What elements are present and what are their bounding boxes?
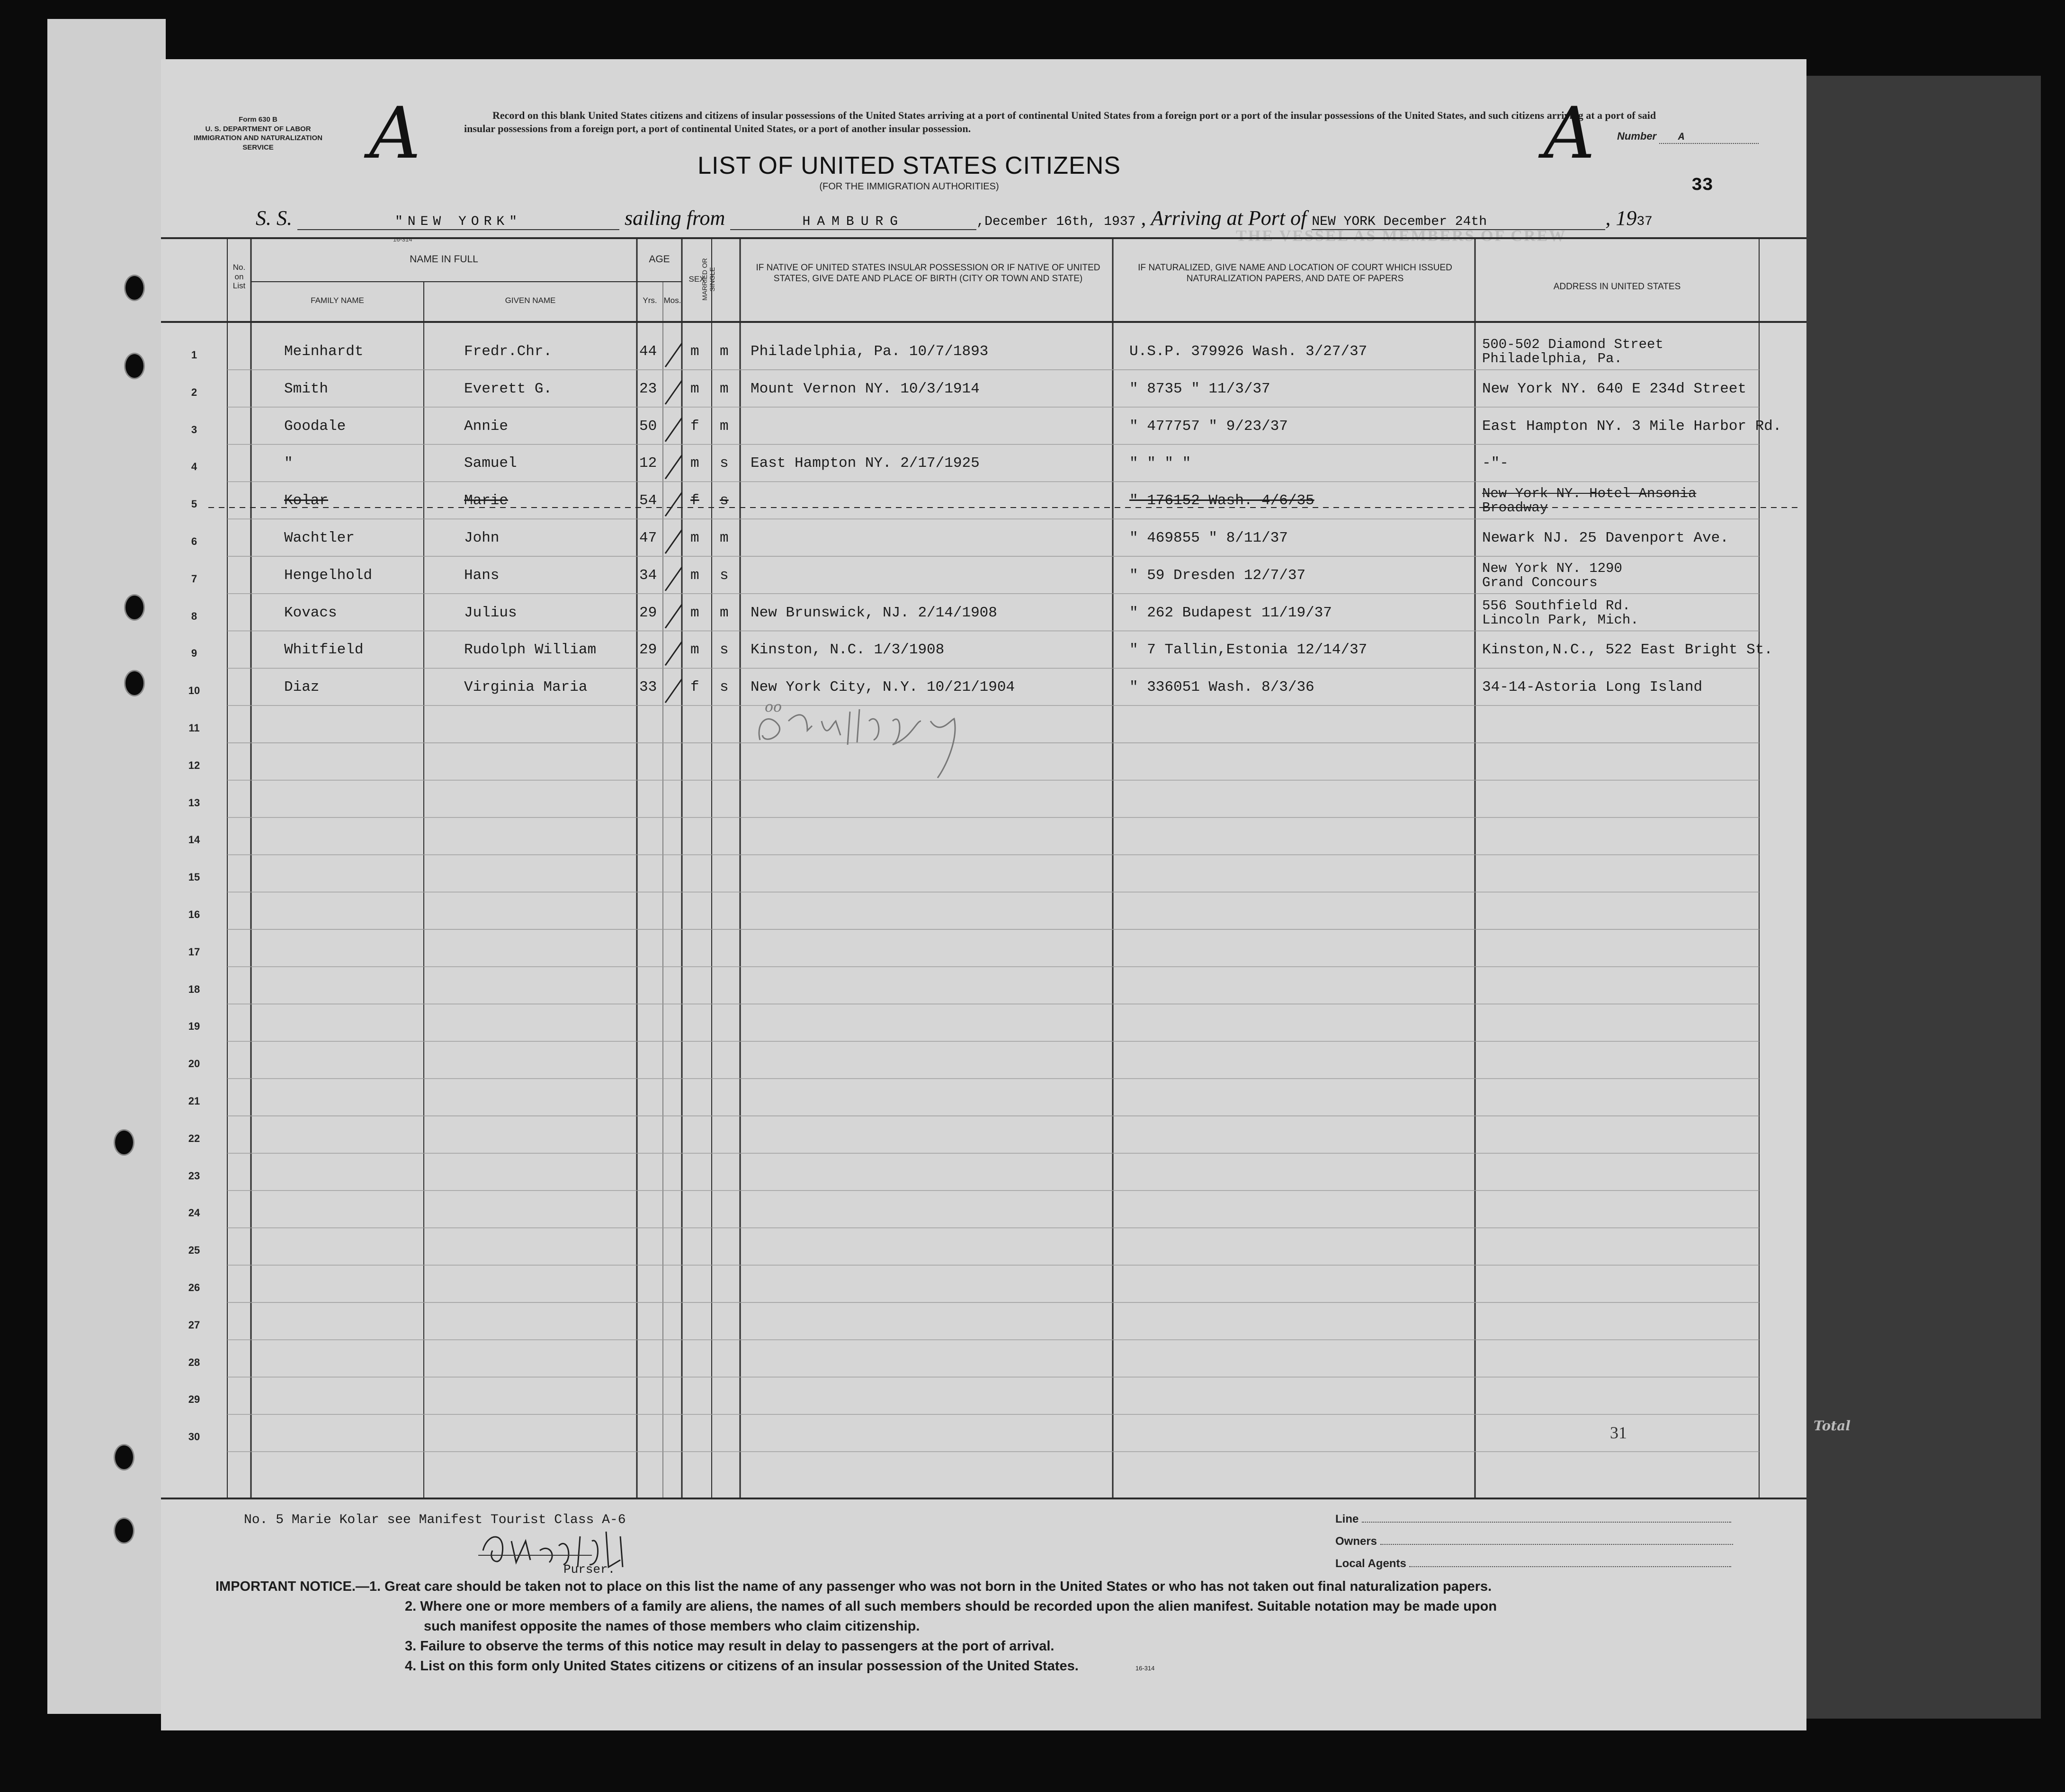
address-cell: New York NY. 640 E 234d Street <box>1482 380 1747 397</box>
family-name-cell: Wachtler <box>284 530 355 546</box>
col-header-yrs: Yrs. <box>643 296 657 305</box>
address-cell: Kinston,N.C., 522 East Bright St. <box>1482 642 1773 659</box>
binder-hole <box>114 1129 134 1156</box>
row-number: 20 <box>188 1058 200 1070</box>
age-months-slash <box>665 343 682 367</box>
col-header-family: FAMILY NAME <box>311 296 364 305</box>
given-name-cell: Rudolph William <box>464 642 597 659</box>
address-cell: 34-14-Astoria Long Island <box>1482 679 1703 696</box>
form-instructions: Record on this blank United States citizens and citizens of insular possessions of the United States arriving at a port of continental United States from a foreign port or a port of the insular possessions of the United States, and such citizens arriving at a port of said insular possessions from a foreign port, a port of continental United States, or a port of another insular possession. <box>464 109 1656 134</box>
birth-cell: Kinston, N.C. 1/3/1908 <box>751 642 945 659</box>
row-number: 21 <box>188 1095 200 1107</box>
age-years-cell: 44 <box>639 343 657 360</box>
col-header-married: MARRIED OR SINGLE <box>701 258 716 301</box>
arriving-label: , Arriving at Port of <box>1141 206 1307 230</box>
family-name-cell: Diaz <box>284 679 320 696</box>
age-years-cell: 23 <box>639 380 657 397</box>
important-notice <box>215 1577 1778 1676</box>
naturalization-cell: " 262 Budapest 11/19/37 <box>1129 604 1332 621</box>
col-header-sex: SEX <box>688 275 705 284</box>
family-name-cell: Kovacs <box>284 604 337 621</box>
purser-label: Purser. <box>563 1562 616 1577</box>
row-number: 9 <box>191 647 197 660</box>
family-name-cell: Smith <box>284 380 329 397</box>
binder-hole <box>124 353 145 379</box>
marital-status-cell: s <box>720 567 729 584</box>
row-number: 13 <box>188 796 200 809</box>
age-years-cell: 29 <box>639 604 657 621</box>
birth-cell: Mount Vernon NY. 10/3/1914 <box>751 380 980 397</box>
naturalization-cell: " " " " <box>1129 455 1191 472</box>
number-label: Number <box>1617 130 1657 142</box>
sex-cell: f <box>690 418 699 435</box>
age-months-slash <box>665 492 682 516</box>
sex-cell: m <box>690 530 699 546</box>
side-note-total: Total <box>1814 1418 1851 1434</box>
given-name-cell: Virginia Maria <box>464 679 588 696</box>
notice-title: IMPORTANT NOTICE. <box>215 1579 356 1594</box>
family-name-cell: " <box>284 455 293 472</box>
given-name-cell: Samuel <box>464 455 517 472</box>
age-years-cell: 47 <box>639 530 657 546</box>
family-name-cell: Hengelhold <box>284 567 373 584</box>
overprint-text: THE VESSEL AS MEMBERS OF CREW <box>1236 227 1567 245</box>
col-header-given: GIVEN NAME <box>505 296 556 305</box>
marital-status-cell: m <box>720 380 729 397</box>
row-number: 27 <box>188 1319 200 1331</box>
row-number: 17 <box>188 945 200 958</box>
row-number: 19 <box>188 1020 200 1033</box>
bottom-count: 31 <box>1610 1423 1627 1442</box>
port-from: HAMBURG <box>730 214 976 230</box>
page-title: LIST OF UNITED STATES CITIZENS <box>697 152 1121 179</box>
page-subtitle: (FOR THE IMMIGRATION AUTHORITIES) <box>819 181 999 192</box>
table-grid <box>161 59 1806 1730</box>
row-number: 7 <box>191 572 197 585</box>
address-cell: -"- <box>1482 455 1509 472</box>
naturalization-cell: " 336051 Wash. 8/3/36 <box>1129 679 1314 696</box>
row-number: 1 <box>191 349 197 361</box>
age-years-cell: 34 <box>639 567 657 584</box>
row-number: 5 <box>191 498 197 510</box>
age-months-slash <box>665 605 682 628</box>
arrival-year: 37 <box>1636 214 1653 229</box>
birth-cell: East Hampton NY. 2/17/1925 <box>751 455 980 472</box>
notice-item-3: 3. Failure to observe the terms of this notice may result in delay to passengers at the port of arrival. <box>405 1639 1055 1654</box>
family-name-cell: Whitfield <box>284 642 364 659</box>
marital-status-cell: s <box>720 679 729 696</box>
address-cell: New York NY. 1290 <box>1482 560 1622 576</box>
row-number: 28 <box>188 1356 200 1368</box>
naturalization-cell: " 8735 " 11/3/37 <box>1129 380 1270 397</box>
address-cell-line2: Philadelphia, Pa. <box>1482 351 1622 366</box>
marital-status-cell: s <box>720 455 729 472</box>
age-months-slash <box>665 567 682 591</box>
naturalization-cell: " 477757 " 9/23/37 <box>1129 418 1288 435</box>
line-label: Line <box>1335 1513 1359 1525</box>
form-code-bottom: 16-314 <box>1135 1665 1155 1672</box>
arrival-year-prefix: , 19 <box>1605 206 1637 230</box>
arrival-port-date: NEW YORK December 24th <box>1312 214 1605 230</box>
notice-item-2-cont: such manifest opposite the names of those members who claim citizenship. <box>424 1619 920 1634</box>
binding-strip <box>47 19 166 1714</box>
birth-cell: New York City, N.Y. 10/21/1904 <box>751 679 1015 696</box>
given-name-cell: Everett G. <box>464 380 553 397</box>
row-number: 30 <box>188 1431 200 1443</box>
binder-hole <box>114 1517 134 1544</box>
naturalization-cell: " 176152 Wash. 4/6/35 <box>1129 492 1314 509</box>
marital-status-cell: s <box>720 492 729 509</box>
family-name-cell: Goodale <box>284 418 346 435</box>
line-field <box>1335 1513 1731 1526</box>
marital-status-cell: m <box>720 604 729 621</box>
age-years-cell: 29 <box>639 642 657 659</box>
marital-status-cell: m <box>720 343 729 360</box>
address-cell-line2: Broadway <box>1482 500 1548 516</box>
sex-cell: f <box>690 679 699 696</box>
sex-cell: m <box>690 567 699 584</box>
address-cell-line2: Lincoln Park, Mich. <box>1482 612 1639 628</box>
age-months-slash <box>665 381 682 404</box>
col-header-address: ADDRESS IN UNITED STATES <box>1553 282 1681 292</box>
address-cell: New York NY. Hotel Ansonia <box>1482 486 1697 502</box>
number-value: A <box>1659 131 1759 144</box>
marital-status-cell: m <box>720 530 729 546</box>
row-number: 24 <box>188 1207 200 1219</box>
manifest-note: No. 5 Marie Kolar see Manifest Tourist Class A-6 <box>244 1513 626 1527</box>
col-header-age: AGE <box>649 254 670 265</box>
col-header-birth: IF NATIVE OF UNITED STATES INSULAR POSSESSION OR IF NATIVE OF UNITED STATES, GIVE DATE AND PLACE OF BIRTH (CITY OR TOWN AND STATE) <box>756 263 1100 284</box>
row-number: 25 <box>188 1244 200 1257</box>
col-header-naturalized: IF NATURALIZED, GIVE NAME AND LOCATION OF COURT WHICH ISSUED NATURALIZATION PAPERS, AND DATE OF PAPERS <box>1138 263 1452 284</box>
address-cell: Newark NJ. 25 Davenport Ave. <box>1482 530 1729 546</box>
notice-item-2: 2. Where one or more members of a family are aliens, the names of all such members should be recorded upon the alien manifest. Suitable notation may be made upon <box>405 1599 1497 1614</box>
age-months-slash <box>665 455 682 479</box>
naturalization-cell: U.S.P. 379926 Wash. 3/27/37 <box>1129 343 1368 360</box>
agents-label: Local Agents <box>1335 1557 1406 1570</box>
row-number: 16 <box>188 909 200 920</box>
notice-item-1: —1. Great care should be taken not to place on this list the name of any passenger who was not born in the United States or who has not taken out final naturalization papers. <box>355 1579 1492 1594</box>
col-header-no: No. on List <box>232 263 246 291</box>
naturalization-cell: " 469855 " 8/11/37 <box>1129 530 1288 546</box>
given-name-cell: Julius <box>464 604 517 621</box>
row-number: 18 <box>188 983 200 995</box>
row-number: 3 <box>191 423 197 436</box>
age-years-cell: 54 <box>639 492 657 509</box>
form-code-top: 16-314 <box>393 236 412 243</box>
address-cell-line2: Grand Concours <box>1482 574 1598 590</box>
agents-field <box>1335 1557 1731 1570</box>
sex-cell: m <box>690 455 699 472</box>
sex-cell: m <box>690 642 699 659</box>
list-letter-left: A <box>369 92 421 175</box>
binder-hole <box>114 1444 134 1471</box>
owners-field <box>1335 1535 1733 1548</box>
given-name-cell: Annie <box>464 418 509 435</box>
marital-status-cell: s <box>720 642 729 659</box>
row-number: 6 <box>191 535 197 547</box>
sail-year: 37 <box>1119 214 1136 229</box>
row-number: 29 <box>188 1393 200 1406</box>
row-number: 10 <box>188 685 200 697</box>
age-months-slash <box>665 418 682 442</box>
family-name-cell: Kolar <box>284 492 329 509</box>
naturalization-cell: " 59 Dresden 12/7/37 <box>1129 567 1306 584</box>
sex-cell: m <box>690 380 699 397</box>
age-months-slash <box>665 679 682 703</box>
binder-hole <box>124 594 145 621</box>
binder-hole <box>124 670 145 696</box>
birth-cell: Philadelphia, Pa. 10/7/1893 <box>751 343 989 360</box>
family-name-cell: Meinhardt <box>284 343 364 360</box>
birth-cell: New Brunswick, NJ. 2/14/1908 <box>751 604 997 621</box>
address-cell: East Hampton NY. 3 Mile Harbor Rd. <box>1482 418 1782 435</box>
age-years-cell: 33 <box>639 679 657 696</box>
binder-hole <box>124 275 145 301</box>
sail-date: ,December 16th, 19 <box>976 214 1120 229</box>
svg-text:oo: oo <box>765 699 782 715</box>
sex-cell: m <box>690 604 699 621</box>
list-letter-right: A <box>1544 92 1595 175</box>
row-number: 14 <box>188 834 200 846</box>
sex-cell: f <box>690 492 699 509</box>
officer-signature <box>751 693 1016 783</box>
age-months-slash <box>665 642 682 665</box>
age-months-slash <box>665 530 682 553</box>
ship-name: "NEW YORK" <box>297 214 619 230</box>
notice-item-4: 4. List on this form only United States citizens or citizens of an insular possession of the United States. <box>405 1658 1079 1674</box>
department: U. S. DEPARTMENT OF LABOR <box>205 125 311 133</box>
age-years-cell: 50 <box>639 418 657 435</box>
service: IMMIGRATION AND NATURALIZATION SERVICE <box>194 134 322 152</box>
age-years-cell: 12 <box>639 455 657 472</box>
row-number: 11 <box>188 722 200 734</box>
row-number: 22 <box>188 1132 200 1144</box>
row-number: 23 <box>188 1169 200 1182</box>
address-cell: 500-502 Diamond Street <box>1482 337 1663 352</box>
address-cell: 556 Southfield Rd. <box>1482 597 1631 614</box>
given-name-cell: Fredr.Chr. <box>464 343 553 360</box>
col-header-mos: Mos. <box>663 296 681 305</box>
manifest-page <box>161 59 1806 1730</box>
background-sheet <box>1795 76 2041 1719</box>
row-number: 26 <box>188 1282 200 1293</box>
given-name-cell: John <box>464 530 500 546</box>
row-number: 8 <box>191 610 197 622</box>
given-name-cell: Hans <box>464 567 500 584</box>
marital-status-cell: m <box>720 418 729 435</box>
sex-cell: m <box>690 343 699 360</box>
owners-label: Owners <box>1335 1535 1377 1548</box>
row-number: 4 <box>191 461 197 473</box>
col-header-name: NAME IN FULL <box>410 254 478 265</box>
page-number: 33 <box>1691 175 1713 196</box>
row-number: 2 <box>191 386 197 398</box>
form-number: Form 630 B <box>239 116 277 124</box>
sailing-from-label: sailing from <box>625 206 725 230</box>
naturalization-cell: " 7 Tallin,Estonia 12/14/37 <box>1129 642 1368 659</box>
ss-label: S. S. <box>256 206 292 230</box>
row-number: 15 <box>188 871 200 883</box>
given-name-cell: Marie <box>464 492 509 509</box>
row-number: 12 <box>188 759 200 771</box>
